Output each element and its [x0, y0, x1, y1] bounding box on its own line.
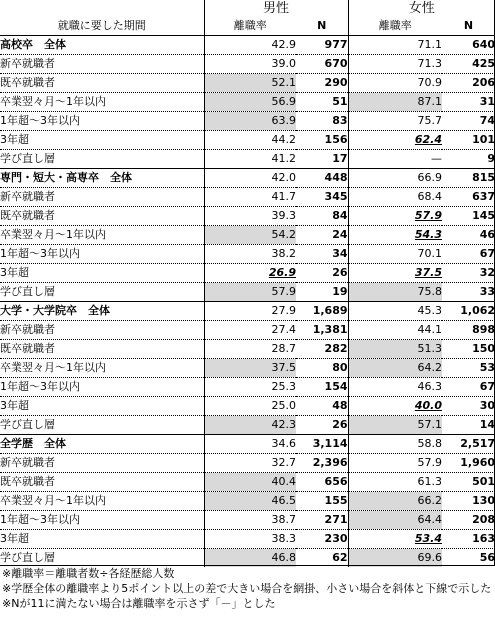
male-n: 156	[296, 131, 348, 150]
male-rate: 32.7	[204, 454, 296, 473]
female-n: 163	[442, 530, 495, 549]
row-label: 学び直し層	[0, 549, 204, 568]
male-n: 154	[296, 378, 348, 397]
male-n: 24	[296, 226, 348, 245]
row-label: 専門・短大・高専卒 全体	[0, 169, 204, 188]
note-3: ※Nが11に満たない場合は離職率を示さず「－」とした	[2, 597, 276, 610]
header-blank	[0, 0, 204, 17]
female-rate: 37.5	[348, 264, 442, 283]
female-n: 425	[442, 55, 495, 74]
header-male-rate: 離職率	[204, 17, 296, 36]
female-rate: 40.0	[348, 397, 442, 416]
table-row	[0, 321, 495, 340]
male-n: 977	[296, 36, 348, 55]
female-n: 637	[442, 188, 495, 207]
female-rate: 57.1	[348, 416, 442, 435]
male-n: 670	[296, 55, 348, 74]
table-row	[0, 55, 495, 74]
row-label: 既卒就職者	[0, 74, 204, 93]
female-rate: 87.1	[348, 93, 442, 112]
male-n: 19	[296, 283, 348, 302]
male-n: 290	[296, 74, 348, 93]
male-rate: 26.9	[204, 264, 296, 283]
table-row	[0, 340, 495, 359]
male-n: 26	[296, 416, 348, 435]
male-rate: 41.2	[204, 150, 296, 169]
female-n: 101	[442, 131, 495, 150]
table-row	[0, 359, 495, 378]
table-row	[0, 36, 495, 55]
table-row	[0, 397, 495, 416]
female-n: 898	[442, 321, 495, 340]
male-n: 62	[296, 549, 348, 568]
female-n: 130	[442, 492, 495, 511]
male-n: 1,689	[296, 302, 348, 321]
row-label: 卒業翌々月～1年以内	[0, 226, 204, 245]
table-row	[0, 112, 495, 131]
male-n: 230	[296, 530, 348, 549]
male-rate: 39.3	[204, 207, 296, 226]
row-label: 既卒就職者	[0, 207, 204, 226]
male-rate: 25.3	[204, 378, 296, 397]
female-n: 67	[442, 245, 495, 264]
male-rate: 25.0	[204, 397, 296, 416]
note-1: ※離職率＝離職者数÷各経歴総人数	[2, 567, 175, 580]
male-rate: 42.9	[204, 36, 296, 55]
row-label: 3年超	[0, 264, 204, 283]
female-rate: 75.8	[348, 283, 442, 302]
female-n: 206	[442, 74, 495, 93]
header-female: 女性	[348, 0, 495, 17]
female-n: 67	[442, 378, 495, 397]
male-rate: 46.5	[204, 492, 296, 511]
male-rate: 52.1	[204, 74, 296, 93]
header-male: 男性	[204, 0, 348, 17]
female-n: 30	[442, 397, 495, 416]
row-label: 3年超	[0, 131, 204, 150]
header-row-columns	[0, 17, 495, 36]
row-label: 新卒就職者	[0, 321, 204, 340]
row-label: 1年超～3年以内	[0, 378, 204, 397]
female-rate: —	[348, 150, 442, 169]
header-row-gender	[0, 0, 495, 17]
table-row	[0, 283, 495, 302]
row-label: 新卒就職者	[0, 55, 204, 74]
male-n: 155	[296, 492, 348, 511]
male-rate: 41.7	[204, 188, 296, 207]
female-n: 46	[442, 226, 495, 245]
female-n: 53	[442, 359, 495, 378]
female-rate: 68.4	[348, 188, 442, 207]
male-rate: 46.8	[204, 549, 296, 568]
male-n: 656	[296, 473, 348, 492]
female-n: 640	[442, 36, 495, 55]
male-rate: 34.6	[204, 435, 296, 454]
female-rate: 69.6	[348, 549, 442, 568]
table-row	[0, 226, 495, 245]
table-row	[0, 150, 495, 169]
table-row	[0, 245, 495, 264]
female-rate: 70.9	[348, 74, 442, 93]
table-row	[0, 530, 495, 549]
table-row	[0, 302, 495, 321]
table-row	[0, 416, 495, 435]
female-n: 1,062	[442, 302, 495, 321]
male-n: 448	[296, 169, 348, 188]
female-rate: 64.4	[348, 511, 442, 530]
table-row	[0, 492, 495, 511]
header-male-n: N	[317, 19, 327, 32]
female-rate: 61.3	[348, 473, 442, 492]
row-label: 卒業翌々月～1年以内	[0, 93, 204, 112]
female-n: 145	[442, 207, 495, 226]
female-n: 1,960	[442, 454, 495, 473]
male-n: 84	[296, 207, 348, 226]
male-n: 3,114	[296, 435, 348, 454]
female-rate: 64.2	[348, 359, 442, 378]
female-n: 9	[442, 150, 495, 169]
table-row	[0, 131, 495, 150]
row-label: 1年超～3年以内	[0, 511, 204, 530]
female-rate: 46.3	[348, 378, 442, 397]
header-female-rate: 離職率	[348, 17, 442, 36]
male-n: 282	[296, 340, 348, 359]
female-rate: 57.9	[348, 207, 442, 226]
female-n: 32	[442, 264, 495, 283]
table-row	[0, 74, 495, 93]
female-rate: 53.4	[348, 530, 442, 549]
female-rate: 75.7	[348, 112, 442, 131]
row-label: 卒業翌々月～1年以内	[0, 492, 204, 511]
female-rate: 62.4	[348, 131, 442, 150]
male-rate: 39.0	[204, 55, 296, 74]
row-label: 既卒就職者	[0, 473, 204, 492]
table-row	[0, 264, 495, 283]
male-n: 17	[296, 150, 348, 169]
female-n: 208	[442, 511, 495, 530]
male-rate: 28.7	[204, 340, 296, 359]
female-rate: 54.3	[348, 226, 442, 245]
female-rate: 51.3	[348, 340, 442, 359]
female-rate: 71.1	[348, 36, 442, 55]
male-rate: 42.0	[204, 169, 296, 188]
male-rate: 38.7	[204, 511, 296, 530]
male-rate: 56.9	[204, 93, 296, 112]
female-n: 74	[442, 112, 495, 131]
table-row	[0, 511, 495, 530]
male-rate: 27.4	[204, 321, 296, 340]
row-label: 全学歴 全体	[0, 435, 204, 454]
table-row	[0, 188, 495, 207]
female-rate: 71.3	[348, 55, 442, 74]
table-row	[0, 549, 495, 568]
male-rate: 42.3	[204, 416, 296, 435]
table-row	[0, 378, 495, 397]
female-rate: 45.3	[348, 302, 442, 321]
female-n: 2,517	[442, 435, 495, 454]
female-n: 815	[442, 169, 495, 188]
male-n: 1,381	[296, 321, 348, 340]
female-n: 501	[442, 473, 495, 492]
table-row	[0, 454, 495, 473]
table-row	[0, 207, 495, 226]
male-rate: 54.2	[204, 226, 296, 245]
female-rate: 66.2	[348, 492, 442, 511]
row-label: 新卒就職者	[0, 188, 204, 207]
female-n: 31	[442, 93, 495, 112]
row-label: 卒業翌々月～1年以内	[0, 359, 204, 378]
header-period-label: 就職に要した期間	[57, 19, 146, 32]
row-label: 新卒就職者	[0, 454, 204, 473]
male-rate: 63.9	[204, 112, 296, 131]
male-n: 80	[296, 359, 348, 378]
row-label: 1年超～3年以内	[0, 245, 204, 264]
female-rate: 57.9	[348, 454, 442, 473]
header-female-n: N	[463, 19, 474, 32]
notes	[2, 566, 492, 611]
table-row	[0, 93, 495, 112]
table-row	[0, 435, 495, 454]
male-n: 51	[296, 93, 348, 112]
male-rate: 40.4	[204, 473, 296, 492]
note-2: ※学歴全体の離職率より5ポイント以上の差で大きい場合を網掛、小さい場合を斜体と下線で示した	[2, 582, 492, 595]
male-n: 34	[296, 245, 348, 264]
row-label: 3年超	[0, 397, 204, 416]
row-label: 3年超	[0, 530, 204, 549]
male-n: 345	[296, 188, 348, 207]
row-label: 1年超～3年以内	[0, 112, 204, 131]
table-row	[0, 473, 495, 492]
female-rate: 66.9	[348, 169, 442, 188]
row-label: 学び直し層	[0, 283, 204, 302]
female-n: 14	[442, 416, 495, 435]
male-n: 83	[296, 112, 348, 131]
row-label: 大学・大学院卒 全体	[0, 302, 204, 321]
row-label: 高校卒 全体	[0, 36, 204, 55]
male-n: 26	[296, 264, 348, 283]
table-row	[0, 169, 495, 188]
female-n: 33	[442, 283, 495, 302]
male-rate: 38.2	[204, 245, 296, 264]
male-rate: 37.5	[204, 359, 296, 378]
male-n: 48	[296, 397, 348, 416]
female-n: 150	[442, 340, 495, 359]
male-n: 271	[296, 511, 348, 530]
row-label: 既卒就職者	[0, 340, 204, 359]
female-rate: 70.1	[348, 245, 442, 264]
male-rate: 38.3	[204, 530, 296, 549]
female-rate: 58.8	[348, 435, 442, 454]
male-rate: 44.2	[204, 131, 296, 150]
male-rate: 27.9	[204, 302, 296, 321]
female-rate: 44.1	[348, 321, 442, 340]
male-n: 2,396	[296, 454, 348, 473]
female-n: 56	[442, 549, 495, 568]
male-rate: 57.9	[204, 283, 296, 302]
row-label: 学び直し層	[0, 416, 204, 435]
row-label: 学び直し層	[0, 150, 204, 169]
